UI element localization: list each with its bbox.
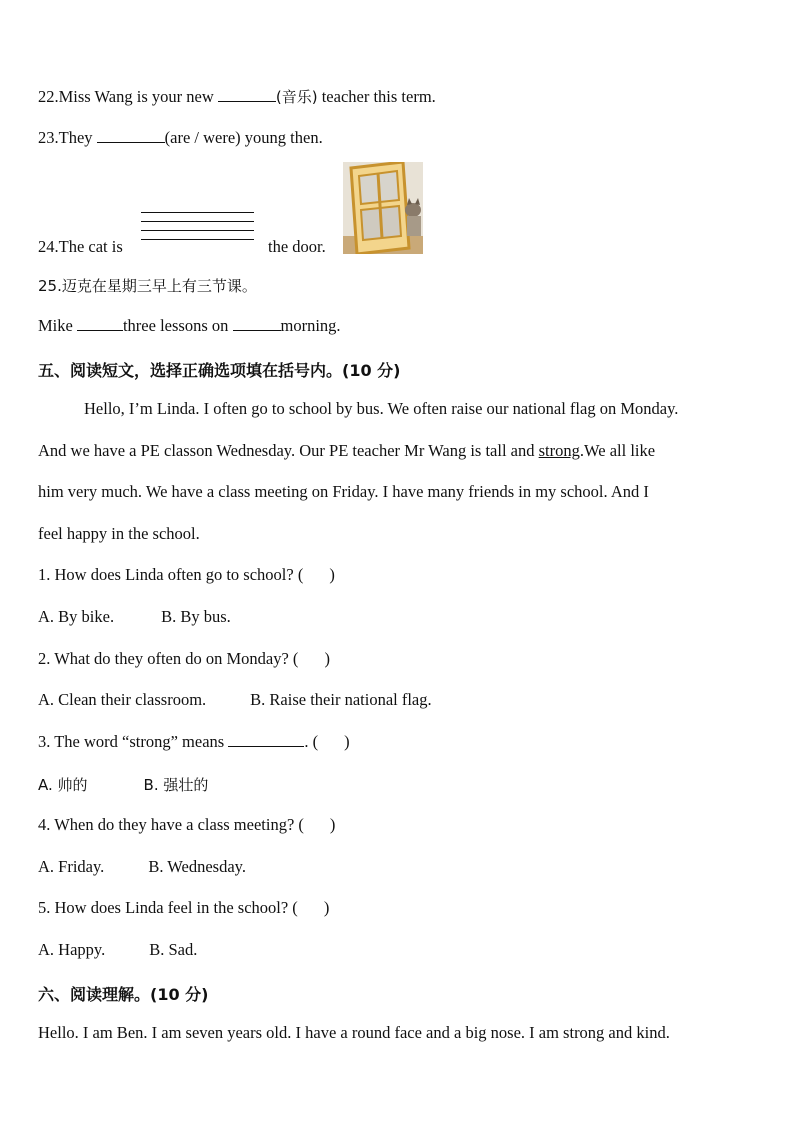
option-b: B. Wednesday.: [148, 857, 246, 876]
section-5-title: 五、阅读短文，选择正确选项填在括号内。(10 分): [38, 361, 401, 380]
question-1: 1. How does Linda often go to school? ( ): [38, 565, 335, 584]
option-b: B. Raise their national flag.: [250, 690, 432, 709]
options-3: [38, 774, 208, 795]
passage-line: him very much. We have a class meeting on Friday. I have many friends in my school. And I: [38, 482, 649, 501]
options-4: [38, 857, 246, 877]
passage-line: feel happy in the school.: [38, 524, 200, 543]
option-a: A. Clean their classroom.: [38, 690, 207, 709]
passage-line: Hello. I am Ben. I am seven years old. I have a round face and a big nose. I am strong and kind.: [38, 1023, 670, 1042]
question-24: 24.The cat is: [38, 237, 123, 256]
cat-door-illustration: [343, 162, 423, 254]
passage-line: Hello, I’m Linda. I often go to school by bus. We often raise our national flag on Monday.: [84, 399, 679, 418]
option-b: B. By bus.: [161, 607, 231, 626]
underlined-word: strong: [538, 441, 580, 460]
options-5: [38, 940, 197, 960]
question-3: 3. The word “strong” means . ( ): [38, 732, 350, 751]
answer-lines[interactable]: [141, 212, 254, 240]
option-b: B. 强壮的: [143, 776, 209, 794]
option-a: A. 帅的: [38, 776, 88, 794]
option-b: B. Sad.: [149, 940, 198, 959]
question-5: 5. How does Linda feel in the school? ( ): [38, 898, 330, 917]
options-2: [38, 690, 432, 710]
section-6-title: 六、阅读理解。(10 分): [38, 985, 209, 1004]
passage-line: And we have a PE classon Wednesday. Our PE teacher Mr Wang is tall and strong.We all like: [38, 441, 656, 460]
option-a: A. Friday.: [38, 857, 105, 876]
answer-blank[interactable]: [77, 316, 123, 331]
question-24-end: the door.: [268, 237, 326, 256]
question-25: Mike three lessons on morning.: [38, 316, 341, 335]
question-22: 22.Miss Wang is your new (音乐) teacher this term.: [38, 87, 436, 106]
option-a: A. By bike.: [38, 607, 115, 626]
option-a: A. Happy.: [38, 940, 106, 959]
question-4: 4. When do they have a class meeting? ( ): [38, 815, 336, 834]
answer-blank[interactable]: [218, 87, 276, 102]
question-23: 23.They (are / were) young then.: [38, 128, 323, 147]
question-25-chinese: 25.迈克在星期三早上有三节课。: [38, 277, 257, 295]
options-1: [38, 607, 231, 627]
answer-blank[interactable]: [228, 732, 304, 747]
question-2: 2. What do they often do on Monday? ( ): [38, 649, 330, 668]
answer-blank[interactable]: [97, 128, 165, 143]
answer-blank[interactable]: [233, 316, 281, 331]
